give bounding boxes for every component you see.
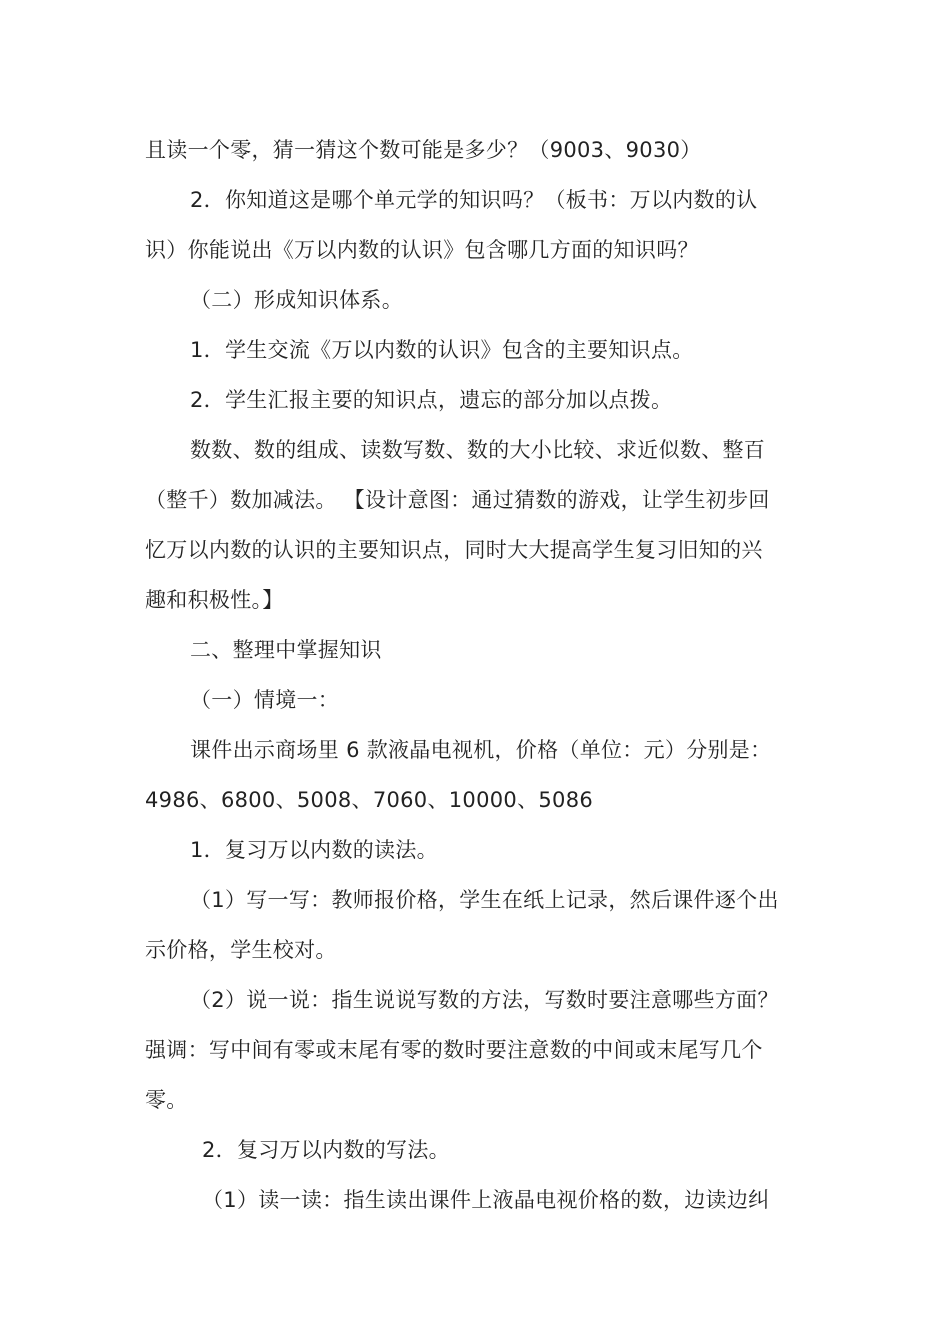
text-line: 二、整理中掌握知识 xyxy=(190,638,382,662)
text-line: （2）说一说：指生说说写数的方法，写数时要注意哪些方面？ xyxy=(190,988,779,1012)
text-line: 零。 xyxy=(145,1088,188,1112)
text-line: 示价格，学生校对。 xyxy=(145,938,337,962)
text-line: 2．复习万以内数的写法。 xyxy=(202,1138,450,1162)
text-line: 课件出示商场里 6 款液晶电视机，价格（单位：元）分别是： xyxy=(190,738,772,762)
text-line: （1）读一读：指生读出课件上液晶电视价格的数，边读边纠 xyxy=(202,1188,770,1212)
text-line: 忆万以内数的认识的主要知识点，同时大大提高学生复习旧知的兴 xyxy=(145,538,763,562)
text-line: 4986、6800、5008、7060、10000、5086 xyxy=(145,788,594,812)
text-line: （整千）数加减法。 【设计意图：通过猜数的游戏，让学生初步回 xyxy=(145,488,770,512)
text-line: 识）你能说出《万以内数的认识》包含哪几方面的知识吗？ xyxy=(145,238,699,262)
text-line: 趣和积极性。】 xyxy=(145,588,284,612)
text-line: 数数、数的组成、读数写数、数的大小比较、求近似数、整百 xyxy=(190,438,766,462)
text-line: 且读一个零，猜一猜这个数可能是多少？（9003、9030） xyxy=(145,138,702,162)
text-line: 2．学生汇报主要的知识点，遗忘的部分加以点拨。 xyxy=(190,388,673,412)
text-line: 1．复习万以内数的读法。 xyxy=(190,838,438,862)
text-line: （二）形成知识体系。 xyxy=(190,288,403,312)
text-line: （一）情境一： xyxy=(190,688,340,712)
text-line: 2．你知道这是哪个单元学的知识吗？（板书：万以内数的认 xyxy=(190,188,758,212)
text-line: 强调：写中间有零或末尾有零的数时要注意数的中间或末尾写几个 xyxy=(145,1038,763,1062)
text-line: （1）写一写：教师报价格，学生在纸上记录，然后课件逐个出 xyxy=(190,888,779,912)
text-line: 1．学生交流《万以内数的认识》包含的主要知识点。 xyxy=(190,338,694,362)
